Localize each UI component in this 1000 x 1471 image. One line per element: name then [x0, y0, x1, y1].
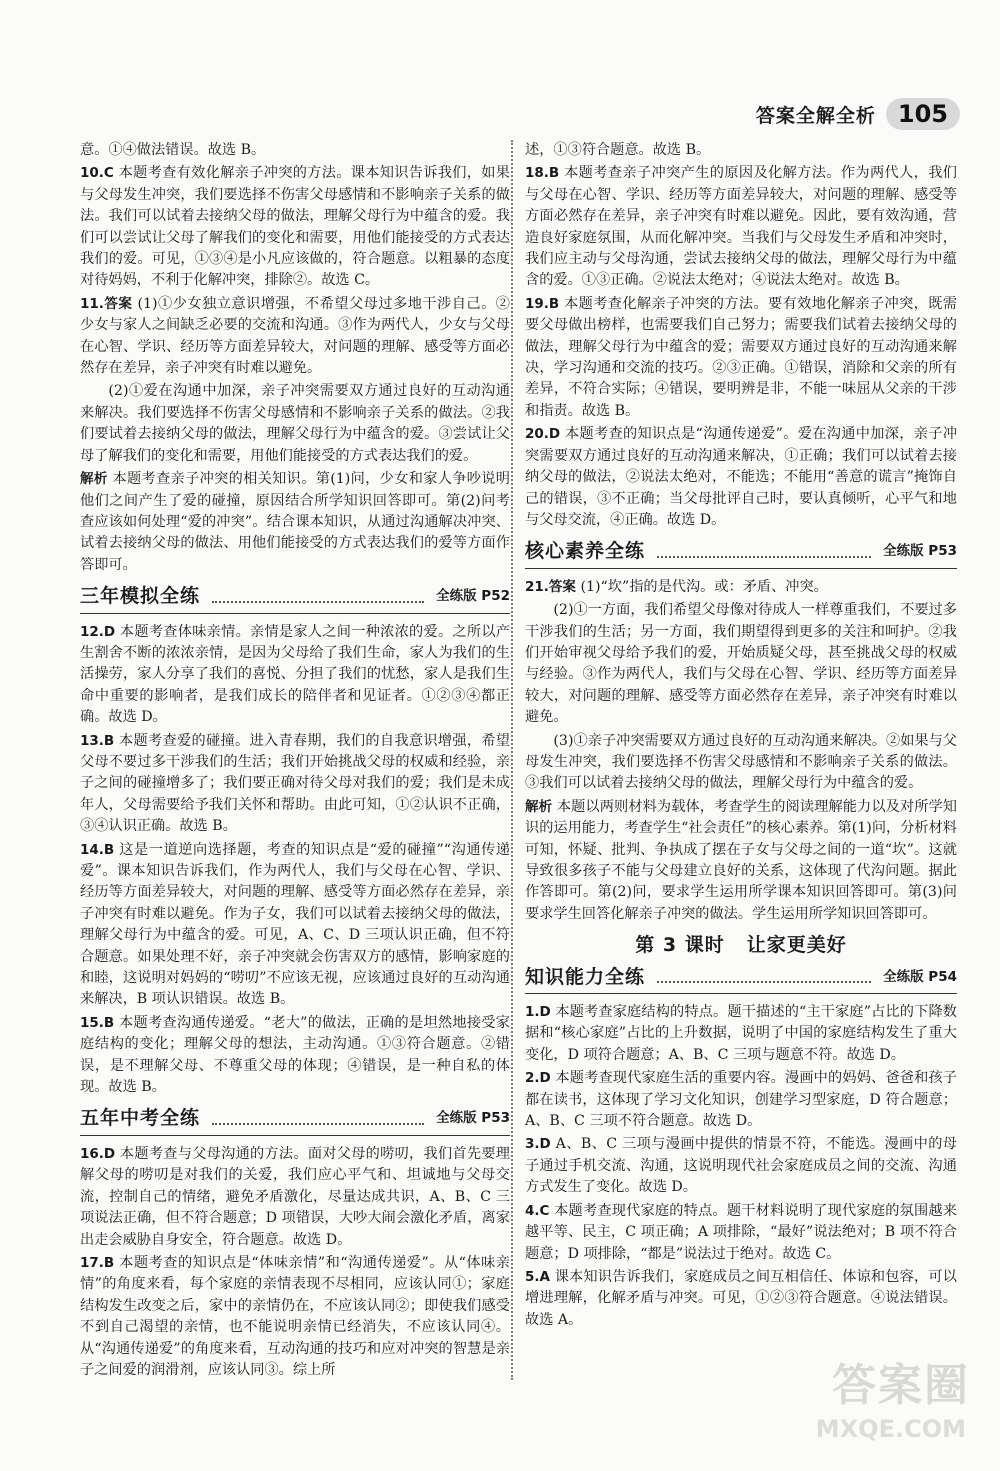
section-reference: 全练版 P53 — [883, 543, 957, 560]
answer-item — [525, 294, 957, 422]
question-number: 10.C — [80, 165, 114, 182]
answer-text: 本题考查现代家庭生活的重要内容。漫画中的妈妈、爸爸和孩子都在读书，这体现了学习文化知识，创建学习型家庭，D 符合题意；A、B、C 三项不符合题意。故选 D。 — [525, 1070, 957, 1130]
answer-item — [525, 1134, 957, 1198]
answer-text: 本题考查有效化解亲子冲突的方法。课本知识告诉我们，如果与父母发生冲突，我们要选择不伤害父母感情和不影响亲子关系的做法。我们可以试着去接纳父母的做法，理解父母行为中蕴含的爱。我们可以尝试让父母了解我们的变化和需要，用他们能接受的方式表达我们的爱。可见，①③④是小凡应该做的，符合题意。以粗暴的态度对待妈妈，不利于化解冲突，排除②。故选 C。 — [80, 165, 510, 289]
watermark-logo: 答案圈 — [832, 1360, 970, 1411]
section-title: 五年中考全练 — [80, 1107, 201, 1130]
answer-item — [525, 1002, 957, 1066]
answer-item — [525, 163, 957, 291]
column-divider — [511, 140, 513, 1380]
analysis-paragraph — [525, 797, 957, 925]
dotted-leader — [657, 971, 871, 983]
page-header — [756, 96, 960, 132]
analysis-text: 本题考查亲子冲突的相关知识。第(1)问，少女和家人争吵说明他们之间产生了爱的碰撞，原因结合所学知识回答即可。第(2)问考查应该如何处理“爱的冲突”。结合课本知识，从通过沟通解决冲突、试着去接纳父母的做法、用他们能接受的方式表达我们的爱等方面作答即可。 — [80, 471, 510, 573]
answer-item — [525, 577, 957, 598]
question-number: 14.B — [80, 841, 115, 858]
question-number: 18.B — [525, 165, 560, 182]
question-number: 2.D — [525, 1070, 551, 1087]
answer-text: 本题考查与父母沟通的方法。面对父母的唠叨，我们首先要理解父母的唠叨是对我们的关爱，我们应心平气和、坦诚地与父母交流，控制自己的情绪，避免矛盾激化，尽量达成共识，A、B、C 三项说法正确，但不符合题意；D 项错误，大吵大闹会激化矛盾，离家出走会威胁自身安全，符合题意。故选 D。 — [80, 1145, 510, 1248]
left-column — [80, 140, 510, 1383]
answer-item — [80, 622, 510, 729]
question-number: 12.D — [80, 623, 116, 640]
answer-text: 本题考查现代家庭的特点。题干材料说明了现代家庭的氛围越来越平等、民主，C 项正确；A 项排除，“最好”说法绝对；B 项不符合题意；D 项排除，“都是”说法过于绝对。故选 C。 — [525, 1202, 957, 1262]
watermark — [796, 1339, 976, 1449]
answer-text: 本题考查爱的碰撞。进入青春期，我们的自我意识增强，希望父母不要过多干涉我们的生活；我们开始挑战父母的权威和经验，亲子之间的碰撞增多了；我们要正确对待父母对我们的爱；我们是未成年人，父母需要给予我们关怀和帮助。由此可知，①②认识不正确，③④认识正确。故选 B。 — [80, 732, 510, 835]
question-number: 13.B — [80, 732, 115, 749]
section-title: 知识能力全练 — [525, 965, 646, 988]
answer-text: (3)①亲子冲突需要双方通过良好的互动沟通来解决。②如果与父母发生冲突，我们要选择不伤害父母感情和不影响亲子关系的做法。③我们可以试着去接纳父母的做法，理解父母行为中蕴含的爱。 — [525, 732, 957, 792]
continuation-text: 述，①③符合题意。故选 B。 — [525, 142, 711, 158]
section-reference: 全练版 P53 — [436, 1110, 510, 1127]
header-title: 答案全解全析 — [755, 104, 876, 127]
analysis-text: 本题以两则材料为载体，考查学生的阅读理解能力以及对所学知识的运用能力，考查学生“社会责任”的核心素养。第(1)问，分析材料可知，怀疑、批判、争执成了摆在子女与父母之间的一道“坎”。这就导致很多孩子不能与父母建立良好的关系，这体现了代沟问题。据此作答即可。第(2)问，要求学生运用所学课本知识回答即可。第(3)问要求学生回答化解亲子冲突的做法。学生运用所学知识回答即可。 — [525, 798, 957, 922]
lesson-name: 让家更美好 — [746, 934, 847, 957]
answer-item — [80, 731, 510, 838]
section-reference: 全练版 P52 — [436, 588, 510, 605]
answer-text: 本题考查亲子冲突产生的原因及化解方法。作为两代人，我们与父母在心智、学识、经历等方面差异较大，对问题的理解、感受等方面必然存在差异，亲子冲突有时难以避免。因此，要有效沟通，营造良好家庭氛围，从而化解冲突。当我们与父母发生矛盾和冲突时，我们应主动与父母沟通，尝试去接纳父母的做法，理解父母行为中蕴含的爱。①③正确。②说法太绝对；④说法太绝对。故选 B。 — [525, 165, 957, 289]
answer-text: (1)①少女独立意识增强，不希望父母过多地干涉自己。②少女与家人之间缺乏必要的交流和沟通。③作为两代人，少女与父母在心智、学识、经历等方面差异较大，对问题的理解、感受等方面必然存在差异，亲子冲突有时难以避免。 — [80, 295, 510, 377]
question-number: 16.D — [80, 1145, 116, 1162]
question-number: 1.D — [525, 1004, 551, 1021]
answer-text: 本题考查化解亲子冲突的方法。要有效地化解亲子冲突，既需要父母做出榜样，也需要我们自己努力；需要我们试着去接纳父母的做法，理解父母行为中蕴含的爱；需要双方通过良好的互动沟通来解决，学习沟通和交流的技巧。②③正确。①错误，消除和父亲的所有差异，不符合实际；④错误，要明辨是非，不能一味屈从父亲的干涉和指责。故选 B。 — [525, 295, 957, 419]
dotted-leader — [212, 591, 424, 603]
section-header — [525, 541, 957, 568]
answer-text: A、B、C 三项与漫画中提供的情景不符，不能选。漫画中的母子通过手机交流、沟通，这说明现代社会家庭成员之间的交流、沟通方式发生了变化。故选 D。 — [525, 1136, 957, 1196]
answer-tag: 答案 — [103, 295, 133, 312]
section-title: 三年模拟全练 — [80, 585, 201, 608]
answer-text: 本题考查沟通传递爱。“老大”的做法，正确的是坦然地接受家庭结构的变化；理解父母的想法，主动沟通。①③符合题意。②错误，是不理解父母、不尊重父母的体现；④错误，是一种自私的体现。故选 B。 — [80, 1014, 510, 1096]
answer-item — [80, 840, 510, 1011]
answer-text: (2)①一方面，我们希望父母像对待成人一样尊重我们，不要过多干涉我们的生活；另一方面，我们期望得到更多的关注和呵护。②我们开始审视父母给予我们的爱，开始质疑父母，甚至挑战父母的权威与经验。③作为两代人，我们与父母在心智、学识、经历等方面差异较大，对问题的理解、感受等方面必然存在差异，亲子冲突有时难以避免。 — [525, 602, 957, 726]
answer-item — [525, 424, 957, 531]
answer-text: 本题考查家庭结构的特点。题干描述的“主干家庭”占比的下降数据和“核心家庭”占比的上升数据，说明了中国的家庭结构发生了重大变化，D 项符合题意；A、B、C 三项与题意不符。故选 D。 — [525, 1004, 957, 1063]
answer-text: 本题考查的知识点是“体味亲情”和“沟通传递爱”。从“体味亲情”的角度来看，每个家庭的亲情表现不尽相同，应该认同①；家庭结构发生改变之后，家中的亲情仍在，不应该认同②；即使我们感受不到自己渴望的亲情，也不能说明亲情已经消失，不应该认同④。从“沟通传递爱”的角度来看，互动沟通的技巧和应对冲突的智慧是亲子之间爱的润滑剂，应该认同③。综上所 — [80, 1254, 510, 1378]
question-number: 4.C — [525, 1202, 550, 1219]
answer-item — [80, 1253, 510, 1381]
dotted-leader — [657, 546, 871, 558]
answer-item — [525, 1201, 957, 1265]
question-number: 17.B — [80, 1254, 115, 1271]
answer-text: 课本知识告诉我们，家庭成员之间互相信任、体谅和包容，可以增进理解，化解矛盾与冲突。可见，①②③符合题意。④说法错误。故选 A。 — [525, 1268, 957, 1328]
watermark-url: MXQE.COM — [815, 1415, 966, 1443]
answer-item — [80, 1144, 510, 1251]
analysis-tag: 解析 — [525, 798, 553, 815]
question-number: 5.A — [525, 1268, 550, 1285]
section-header — [80, 1108, 510, 1135]
answer-text: 这是一道逆向选择题，考查的知识点是“爱的碰撞”“沟通传递爱”。课本知识告诉我们，作为两代人，我们与父母在心智、学识、经历等方面差异较大，对问题的理解、感受等方面必然存在差异，亲子冲突有时难以避免。作为子女，我们可以试着去接纳父母的做法，理解父母行为中蕴含的爱。可见，A、C、D 三项认识正确，但不符合题意。如果处理不好，亲子冲突就会伤害双方的感情，影响家庭的和睦，这说明对妈妈的“唠叨”不应该无视，应该通过良好的互动沟通来解决，B 项认识错误。故选 B。 — [80, 841, 510, 1008]
answer-item — [525, 1068, 957, 1132]
dotted-leader — [212, 1113, 424, 1125]
answer-item — [525, 1267, 957, 1331]
page-number: 105 — [886, 98, 960, 130]
lesson-number: 第 3 课时 — [635, 934, 725, 957]
answer-text: (1)“坎”指的是代沟。或：矛盾、冲突。 — [580, 578, 828, 595]
question-number: 11. — [80, 295, 104, 312]
section-title: 核心素养全练 — [525, 540, 646, 563]
question-number: 15.B — [80, 1014, 115, 1031]
continuation-text: 意。①④做法错误。故选 B。 — [80, 142, 266, 158]
question-number: 19.B — [525, 295, 560, 312]
analysis-tag: 解析 — [80, 471, 108, 488]
analysis-paragraph — [80, 469, 510, 576]
answer-text: 本题考查的知识点是“沟通传递爱”。爱在沟通中加深，亲子冲突需要双方通过良好的互动沟通来解决，①正确；我们可以试着去接纳父母的做法，②说法太绝对，不能选；不能用“善意的谎言”掩饰自己的错误，③不正确；当父母批评自己时，要认真倾听，心平气和地与父母交流，④正确。故选 D。 — [525, 426, 958, 528]
right-column — [525, 140, 957, 1333]
section-header — [525, 967, 957, 994]
lesson-title — [525, 935, 957, 956]
question-number: 21. — [525, 578, 549, 595]
answer-text: 本题考查体味亲情。亲情是家人之间一种浓浓的爱。之所以产生割舍不断的浓浓亲情，是因为父母给了我们生命，家人为我们的生活操劳，家人分享了我们的喜悦、分担了我们的忧愁，家人是我们生命中重要的影响者，是我们成长的陪伴者和见证者。①②③④都正确。故选 D。 — [80, 623, 510, 726]
question-number: 3.D — [525, 1136, 551, 1153]
answer-item — [80, 294, 510, 380]
answer-item — [80, 1013, 510, 1099]
question-number: 20.D — [525, 426, 561, 443]
answer-tag: 答案 — [548, 578, 576, 595]
section-reference: 全练版 P54 — [883, 968, 957, 985]
answer-item — [80, 163, 510, 291]
section-header — [80, 586, 510, 613]
answer-text: (2)①爱在沟通中加深，亲子冲突需要双方通过良好的互动沟通来解决。我们要选择不伤害父母感情和不影响亲子关系的做法。②我们要试着去接纳父母的做法，理解父母行为中蕴含的爱。③尝试让父母了解我们的变化和需要，用他们能接受的方式表达我们的爱。 — [80, 383, 510, 464]
